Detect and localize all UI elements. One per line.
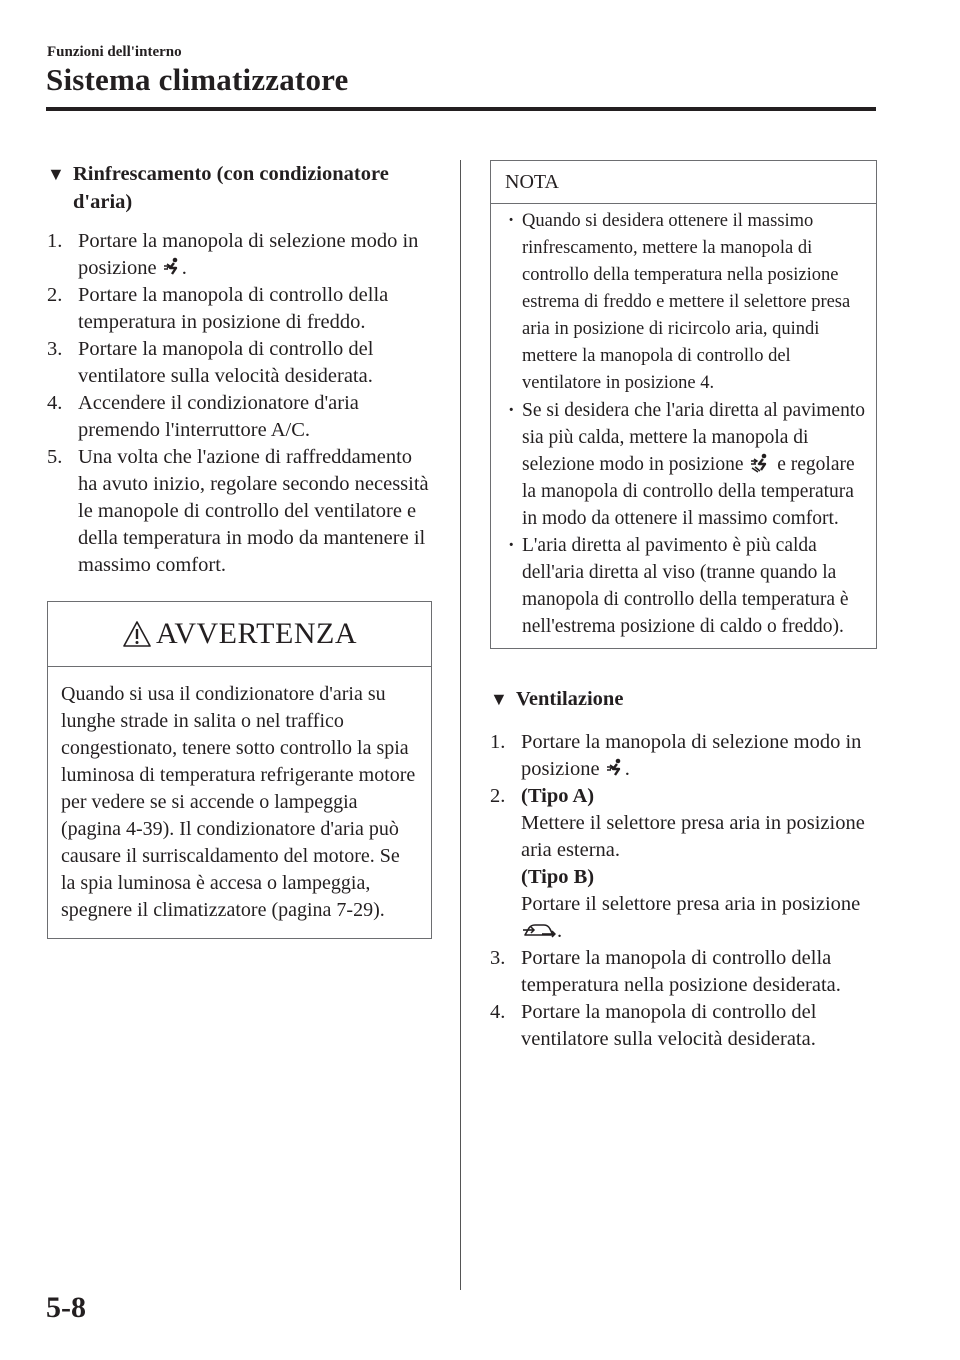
bullet-icon: · — [508, 535, 515, 556]
left-column — [47, 160, 432, 939]
list-item: 1. Portare la manopola di selezione modo in posizione . — [490, 731, 862, 780]
list-item: 2. Portare la manopola di controllo della temperatura in posizione di freddo. — [47, 284, 389, 333]
note-body — [491, 204, 876, 648]
warning-triangle-icon — [122, 620, 152, 648]
face-vent-icon — [163, 257, 181, 277]
note-item: · Quando si desidera ottenere il massimo rinfrescamento, mettere la manopola di controllo della temperatura nella posizione estrema di freddo e mettere il selettore presa aria in posizione di ricircolo aria, quindi mettere la manopola di controllo del ventilatore in posizione 4. — [503, 208, 866, 397]
list-item: 4. Accendere il condizionatore d'aria premendo l'interruttore A/C. — [47, 392, 359, 441]
outside-air-icon — [522, 922, 556, 940]
bilevel-vent-icon — [749, 453, 771, 473]
ventilation-heading: ▼ Ventilazione — [490, 685, 875, 713]
ventilation-steps — [490, 729, 875, 1053]
list-item: 3. Portare la manopola di controllo della temperatura nella posizione desiderata. — [490, 947, 841, 996]
page-number: 5-8 — [46, 1291, 86, 1324]
triangle-bullet-icon: ▼ — [490, 689, 508, 709]
note-item: · Se si desidera che l'aria diretta al pavimento sia più calda, mettere la manopola di selezione modo in posizione e regolare la manopola di controllo della temperatura in modo da ottenere il massimo comfort. — [503, 397, 866, 532]
header-rule — [46, 107, 876, 111]
warning-box — [47, 601, 432, 939]
cooling-heading: ▼ Rinfrescamento (con condizionatore d'aria) — [47, 160, 432, 216]
warning-title: AVVERTENZA — [48, 602, 431, 667]
chapter-label: Funzioni dell'interno — [47, 44, 182, 60]
note-title: NOTA — [491, 161, 876, 204]
list-item: 4. Portare la manopola di controllo del ventilatore sulla velocità desiderata. — [490, 1001, 817, 1050]
face-vent-icon — [606, 758, 624, 778]
bullet-icon: · — [508, 400, 515, 421]
note-box — [490, 160, 877, 649]
section-title: Sistema climatizzatore — [46, 62, 349, 97]
list-item: 5. Una volta che l'azione di raffreddamento ha avuto inizio, regolare secondo necessità le manopole di controllo del ventilatore e della temperatura in modo da mantenere il massimo comfort. — [47, 446, 429, 576]
bullet-icon: · — [508, 211, 515, 231]
column-divider — [460, 160, 461, 1290]
triangle-bullet-icon: ▼ — [47, 164, 65, 184]
right-column — [490, 160, 875, 1053]
list-item: 3. Portare la manopola di controllo del ventilatore sulla velocità desiderata. — [47, 338, 374, 387]
warning-text: Quando si usa il condizionatore d'aria su lunghe strade in salita o nel traffico congestionato, tenere sotto controllo la spia luminosa di temperatura refrigerante motore per vedere se si accende o lampeggia (pagina 4-39). Il condizionatore d'aria può causare il surriscaldamento del motore. Se la spia luminosa è accesa o lampeggia, spegnere il climatizzatore (pagina 7-29). — [61, 683, 416, 921]
list-item: 1. Portare la manopola di selezione modo in posizione . — [47, 230, 419, 279]
list-item: 2. (Tipo A) Mettere il selettore presa aria in posizione aria esterna. (Tipo B) Portare il selettore presa aria in posizione . — [490, 785, 865, 942]
note-item: · L'aria diretta al pavimento è più calda dell'aria diretta al viso (tranne quando la manopola di controllo della temperatura è nell'estrema posizione di caldo o freddo). — [503, 532, 866, 640]
cooling-steps — [47, 228, 432, 579]
